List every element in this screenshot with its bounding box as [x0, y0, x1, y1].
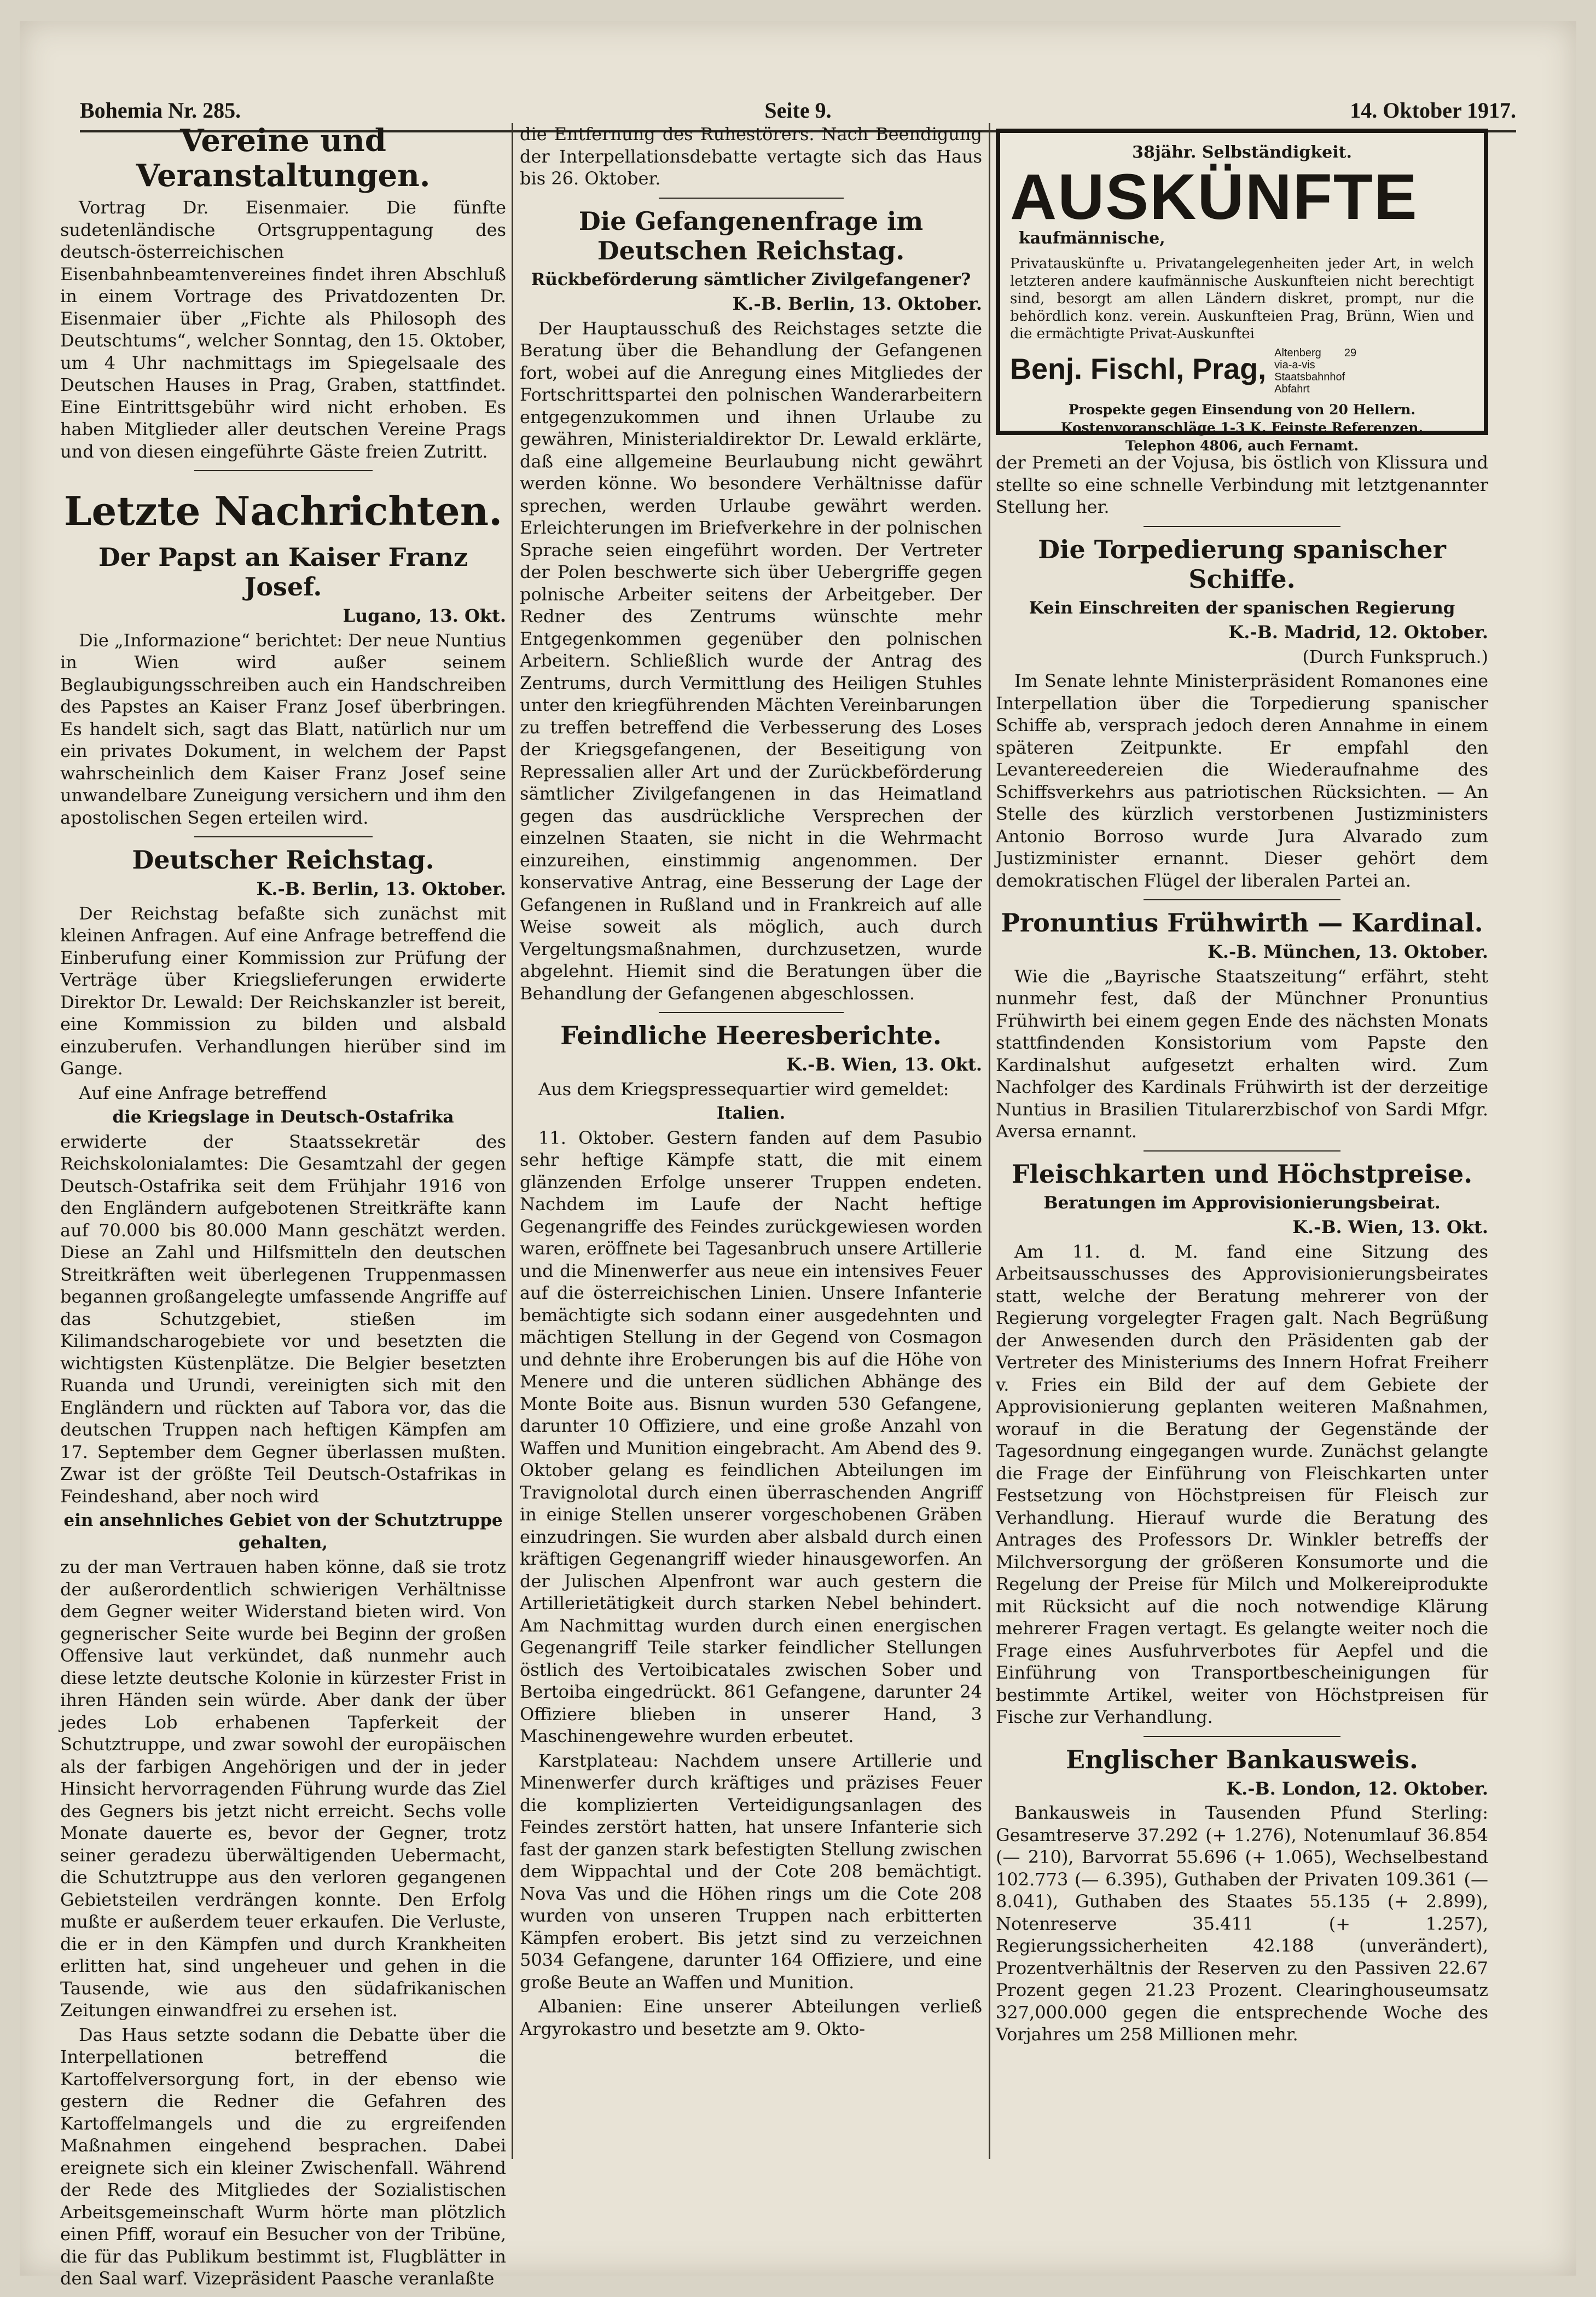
dateline: K.-B. Berlin, 13. Oktober.: [256, 878, 506, 899]
dateline: K.-B. Berlin, 13. Oktober.: [732, 293, 982, 314]
article-text: die Entfernung des Ruhestörers. Nach Beendigung der Interpellationsdebatte vertagte sich das Haus bis 26. Oktober.: [520, 124, 982, 189]
subheading: Kein Einschreiten der spanischen Regierung: [1029, 598, 1455, 618]
dateline: K.-B. München, 13. Oktober.: [1208, 941, 1488, 962]
divider: [659, 1012, 844, 1013]
article-title: Englischer Bankausweis.: [1066, 1744, 1418, 1774]
column-rule: [989, 123, 990, 2159]
article-text: Am 11. d. M. fand eine Sitzung des Arbeitsausschusses des Approvisionierungsbeirates statt, welche der Beratung mehrerer von der Regierung vorgelegter Fragen galt. Nach Begrüßung der Anwesenden durch den Präsidenten gab der Vertreter des Ministeriums des Innern Hofrat Freiherr v. Fries ein Bild der auf dem Gebiete der Approvisionierung geplanten weiteren Maßnahmen, worauf in die Beratung der Gegenstände der Tagesordnung eingegangen wurde. Zunächst gelangte die Frage der Einführung von Fleischkarten unter Festsetzung von Höchstpreisen für Fleisch zur Verhandlung. Hierauf wurde die Beratung des Antrages des Professors Dr. Winkler betreffs der Milchversorgung der größeren Konsumorte und die Regelung der Preise für Milch und Molkereiprodukte mit Rücksicht auf die noch notwendige Klärung mehrerer Fragen vertagt. Es gelangte weiter noch die Frage eines Ausfuhrverbotes für Aepfel und die Einführung von Transportbescheinigungen für bestimmte Artikel, weiter von Höchstpreisen für Fische zur Verhandlung.: [996, 1241, 1488, 1727]
article-text: Albanien: Eine unserer Abteilungen verließ Argyrokastro und besetzte am 9. Okto-: [520, 1996, 982, 2039]
article-text: der Premeti an der Vojusa, bis östlich von Klissura und stellte so eine schnelle Verbindung mit letztgenannter Stellung her.: [996, 452, 1488, 517]
article-title: Fleischkarten und Höchstpreise.: [1011, 1159, 1473, 1189]
divider: [1144, 1736, 1340, 1737]
divider: [659, 198, 844, 199]
dateline: K.-B. Madrid, 12. Oktober.: [1228, 622, 1488, 643]
subheading: die Kriegslage in Deutsch-Ostafrika: [112, 1107, 454, 1127]
divider: [1144, 1150, 1340, 1152]
section-title: Letzte Nachrichten.: [63, 488, 503, 534]
header-issue: Bohemia Nr. 285.: [80, 98, 241, 123]
divider: [1144, 899, 1340, 900]
article-title: Deutscher Reichstag.: [132, 845, 434, 875]
ad-footer-line: Telephon 4806, auch Fernamt.: [1125, 438, 1359, 454]
article-text: Vortrag Dr. Eisenmaier. Die fünfte sudetenländische Ortsgruppentagung des deutsch-österreichischen Eisenbahnbeamtenvereines findet ihren Abschluß in einem Vortrage des Privatdozenten Dr. Eisenmaier über „Fichte als Philosoph des Deutschtums“, welcher Sonntag, den 15. Oktober, um 4 Uhr nachmittags im Spiegelsaale des Deutschen Hauses in Prag, Graben, stattfindet. Eine Eintrittsgebühr wird nicht erhoben. Es haben Mitglieder aller deutschen Vereine Prags und von diesen eingeführte Gäste freien Zutritt.: [60, 197, 507, 462]
ad-body: Privatauskünfte u. Privatangelegenheiten jeder Art, in welch letzteren andere kaufmännische Auskunfteien nicht berechtigt sind, besorgt am allen Ländern diskret, prompt, nur die behördlich konz. verein. Auskunfteien Prag, Brünn, Wien und die ermächtigte Privat-Auskunftei: [1010, 256, 1474, 342]
subheading: Italien.: [716, 1103, 786, 1123]
ad-company: [1010, 347, 1474, 395]
dateline: K.-B. London, 12. Oktober.: [1226, 1778, 1488, 1799]
article-title: Feindliche Heeresberichte.: [560, 1021, 942, 1050]
column-rule: [512, 123, 513, 2159]
article-text: zu der man Vertrauen haben könne, daß sie trotz der außerordentlich schwierigen Verhältnisse dem Gegner weiter Widerstand bieten wird. Von gegnerischer Seite wurde bei Beginn der großen Offensive laut verkündet, daß nunmehr auch diese letzte deutsche Kolonie in kürzester Frist in ihren Händen sein würde. Aber dank der über jedes Lob erhabenen Tapferkeit der Schutztruppe, und zwar sowohl der europäischen als der farbigen Angehörigen und der in jeder Hinsicht hervorragenden Führung wurde das Ziel des Gegners bis jetzt nicht erreicht. Sechs volle Monate dauerte es, bevor der Gegner, trotz seiner geradezu überwältigenden Uebermacht, die Schutztruppe aus den verloren gegangenen Gebietsteilen verdrängen konnte. Den Erfolg mußte er außerdem teuer erkaufen. Die Verluste, die er in den Kämpfen und durch Krankheiten erlitten hat, sind ungeheuer und gehen in die Tausende, wie aus den südafrikanischen Zeitungen einwandfrei zu ersehen ist.: [60, 1557, 506, 2021]
article-title: Die Torpedierung spanischer Schiffe.: [1038, 534, 1446, 594]
article-text: Die „Informazione“ berichtet: Der neue Nuntius in Wien wird außer seinem Beglaubigungsschreiben auch ein Handschreiben des Papstes an Kaiser Franz Josef überbringen. Es handelt sich, sagt das Blatt, natürlich nur um ein privates Dokument, in welchem der Papst wahrscheinlich dem Kaiser Franz Josef seine unwandelbare Zuneigung versichern und ihm den apostolischen Segen erteilen wird.: [60, 629, 506, 828]
article-text: erwiderte der Staatssekretär des Reichskolonialamtes: Die Gesamtzahl der gegen Deutsch-Ostafrika seit dem Frühjahr 1916 von den Engländern aufgebotenen Streitkräfte kann auf 70.000 bis 80.000 Mann geschätzt werden. Diese an Zahl und Hilfsmitteln den deutschen Streitkräften weit überlegenen Truppenmassen begannen großangelegte umfassende Angriffe auf das Schutzgebiet, stießen im Kilimandscharogebiete vor und besetzten die wichtigsten Küstenplätze. Die Belgier besetzten Ruanda und Urundi, vereinigten sich mit den Engländern und rückten auf Tabora vor, das die deutschen Truppen nach heftigen Kämpfen am 17. September dem Gegner überlassen mußten. Zwar ist der größte Teil Deutsch-Ostafrikas in Feindeshand, aber noch wird: [60, 1131, 506, 1507]
article-text: Auf eine Anfrage betreffend: [79, 1082, 327, 1103]
article-text: Der Reichstag befaßte sich zunächst mit kleinen Anfragen. Auf eine Anfrage betreffend die Einberufung einer Kommission zur Prüfung der Verträge über Kriegslieferungen erwiderte Direktor Dr. Lewald: Der Reichskanzler ist bereit, eine Kommission zu bilden und alsbald einzuberufen. Verhandlungen hierüber sind im Gange.: [60, 902, 506, 1079]
ad-brand: AUSKÜNFTE: [1010, 160, 1418, 233]
divider: [1144, 526, 1340, 527]
article-title: Der Papst an Kaiser Franz Josef.: [98, 542, 468, 601]
subheading: ein ansehnliches Gebiet von der Schutztruppe gehalten,: [63, 1511, 503, 1553]
article-text: Das Haus setzte sodann die Debatte über die Interpellationen betreffend die Kartoffelversorgung fort, in der ebenso wie gestern die Redner die Gefahren des Kartoffelmangels und die zu ergreifenden Maßnahmen eingehend besprachen. Dabei ereignete sich ein kleiner Zwischenfall. Während der Rede des Mitgliedes der Sozialistischen Arbeitsgemeinschaft Wurm hörte man plötzlich einen Pfiff, worauf ein Besucher von der Tribüne, die für das Publikum bestimmt ist, Flugblätter in den Saal warf. Vizepräsident Paasche veranlaßte: [60, 2024, 506, 2289]
divider: [194, 836, 373, 837]
article-text: Bankausweis in Tausenden Pfund Sterling: Gesamtreserve 37.292 (+ 1.276), Notenumlauf 36.854 (— 210), Barvorrat 55.696 (+ 1.065), Wechselbestand 102.773 (— 6.395), Guthaben der Privaten 109.361 (— 8.041), Guthaben des Staates 55.135 (+ 2.899), Notenreserve 35.411 (+ 1.257), Regierungssicherheiten 42.188 (unverändert), Prozentverhältnis der Reserven zu den Passiven 22.67 Prozent gegen 21.23 Prozent. Clearinghouseumsatz 327,000.000 gegen die entsprechende Woche des Vorjahres um 258 Millionen mehr.: [996, 1802, 1488, 2045]
article-text: 11. Oktober. Gestern fanden auf dem Pasubio sehr heftige Kämpfe statt, die mit einem glänzenden Erfolge unserer Truppen endeten. Nachdem im Laufe der Nacht heftige Gegenangriffe des Feindes zurückgewiesen worden waren, eröffnete bei Tagesanbruch unsere Artillerie und die Minenwerfer aus neue ein intensives Feuer auf die österreichischen Linien. Unsere Infanterie bemächtigte sich sodann einer ausgedehnten und mächtigen Stellung in der Gegend von Cosmagon und dehnte ihre Eroberungen bis auf die Höhe von Menere und die unteren südlichen Abhänge des Monte Boite aus. Bisnun wurden 530 Gefangene, darunter 10 Offiziere, und eine große Anzahl von Waffen und Munition eingebracht. Am Abend des 9. Oktober gelang es feindlichen Abteilungen im Travignolotal durch einen überraschenden Angriff in einige Stellen unserer vorgeschobenen Gräben einzudringen. Sie wurden aber alsbald durch einen kräftigen Gegenangriff wieder hinausgeworfen. An der Julischen Alpenfront war auch gestern die Artillerietätigkeit durch starken Nebel behindert. Am Nachmittag wurden durch einen energischen Gegenangriff Teile starker feindlicher Stellungen östlich des Vertoibicatales zwischen Sober und Bertoiba eingedrückt. 861 Gefangene, darunter 24 Offiziere blieben in unserer Hand, 3 Maschinengewehre wurden erbeutet.: [520, 1127, 982, 1746]
dateline: K.-B. Wien, 13. Okt.: [1292, 1217, 1488, 1237]
ad-footer-line: Prospekte gegen Einsendung von 20 Hellern.: [1068, 402, 1416, 418]
ad-company-name: Benj. Fischl, Prag,: [1010, 352, 1267, 386]
subheading: Rückbeförderung sämtlicher Zivilgefangener?: [531, 269, 971, 290]
header-date: 14. Oktober 1917.: [1350, 98, 1516, 123]
subheading: Beratungen im Approvisionierungsbeirat.: [1043, 1193, 1441, 1213]
column-2: [520, 123, 982, 2159]
ad-side-head: kaufmännische,: [1019, 228, 1165, 248]
ad-footer: [1010, 401, 1474, 455]
dateline: Lugano, 13. Okt.: [343, 605, 506, 626]
ad-side: [1019, 230, 1205, 247]
article-text: Wie die „Bayrische Staatszeitung“ erfährt, steht nunmehr fest, daß der Münchner Pronuntius Frühwirth bei einem gegen Ende des nächsten Monats stattfindenden Konsistorium vom Papste den Kardinalshut aufgesetzt erhalten wird. Zum Nachfolger des Kardinals Frühwirth ist der derzeitige Nuntius in Brasilien Titularerzbischof von Sardi Mfgr. Aversa ernannt.: [996, 965, 1488, 1142]
dateline: K.-B. Wien, 13. Okt.: [786, 1054, 982, 1075]
article-text: Karstplateau: Nachdem unsere Artillerie und Minenwerfer durch kräftiges und präzises Feuer die komplizierten Verteidigungsanlagen des Feindes zerstört hatten, hat unsere Infanterie sich fast der ganzen stark befestigten Stellung zwischen dem Wippachtal und der Cote 208 bemächtigt. Nova Vas und die Höhen rings um die Cote 208 wurden von unseren Truppen nach erbitterten Kämpfen erobert. Bis jetzt sind zu verzeichnen 5034 Gefangene, darunter 164 Offiziere, und eine große Beute an Waffen und Munition.: [520, 1750, 982, 1993]
article-title: Die Gefangenenfrage im Deutschen Reichstag.: [578, 206, 924, 265]
dateline-note: (Durch Funkspruch.): [1302, 646, 1488, 667]
ad-footer-line: Kostenvoranschläge 1-3 K. Feinste Referenzen.: [1060, 420, 1424, 436]
article-text: Aus dem Kriegspressequartier wird gemeldet:: [538, 1078, 949, 1100]
column-1: [60, 123, 507, 2289]
advertisement: [996, 129, 1488, 454]
column-3: [996, 123, 1488, 2159]
article-title: Pronuntius Frühwirth — Kardinal.: [1001, 908, 1483, 938]
article-title: Vereine und Veranstaltungen.: [136, 123, 431, 194]
ad-address: Altenberg 29 via-a-vis Staatsbahnhof Abfahrt: [1274, 347, 1357, 395]
ad-tagline: 38jähr. Selbständigkeit.: [1132, 143, 1352, 162]
article-text: Im Senate lehnte Ministerpräsident Romanones eine Interpellation über die Torpedierung spanischer Schiffe ab, versprach jedoch deren Annahme in einem späteren Zeitpunkte. Er empfahl den Levantereedereien die Wiederaufnahme des Schiffsverkehrs aus patriotischen Rücksichten. — An Stelle des kürzlich verstorbenen Justizministers Antonio Borroso wurde Jura Alvarado zum Justizminister ernannt. Dieser gehört dem demokratischen Flügel der liberalen Partei an.: [996, 670, 1488, 891]
article-text: Der Hauptausschuß des Reichstages setzte die Beratung über die Behandlung der Gefangenen fort, wobei auf die Anregung eines Mitgliedes der Fortschrittspartei den polnischen Wanderarbeitern entgegenzukommen und ihnen Urlaube zu gewähren, Ministerialdirektor Dr. Lewald erklärte, daß eine allgemeine Beurlaubung nicht gewährt werden könne. Wo besondere Verhältnisse dafür sprechen, werden Urlaube gewährt werden. Erleichterungen im Briefverkehre in der polnischen Sprache seien eingeführt worden. Der Vertreter der Polen beschwerte sich über Uebergriffe gegen polnische Arbeiter seitens der Arbeitgeber. Der Redner des Zentrums wünschte mehr Entgegenkommen gegenüber den polnischen Arbeitern. Schließlich wurde der Antrag des Zentrums, durch Vermittlung des Heiligen Stuhles unter den kriegführenden Mächten Vereinbarungen zu treffen betreffend die Verbesserung des Loses der Kriegsgefangenen, der Beseitigung von Repressalien aller Art und der Zurückbeförderung sämtlicher Zivilgefangenen in das Heimatland gegen das ausdrückliche Versprechen der einzelnen Staaten, sie nicht in die Wehrmacht einzureihen, einstimmig angenommen. Der konservative Antrag, eine Besserung der Lage der Gefangenen in Rußland und in Frankreich auf alle Weise soweit als möglich, auch durch Vergeltungsmaßnahmen, durchzusetzen, wurde abgelehnt. Hiemit sind die Beratungen über die Behandlung der Gefangenen abgeschlossen.: [520, 317, 982, 1004]
divider: [194, 470, 373, 471]
header-page-number: Seite 9.: [764, 98, 832, 123]
